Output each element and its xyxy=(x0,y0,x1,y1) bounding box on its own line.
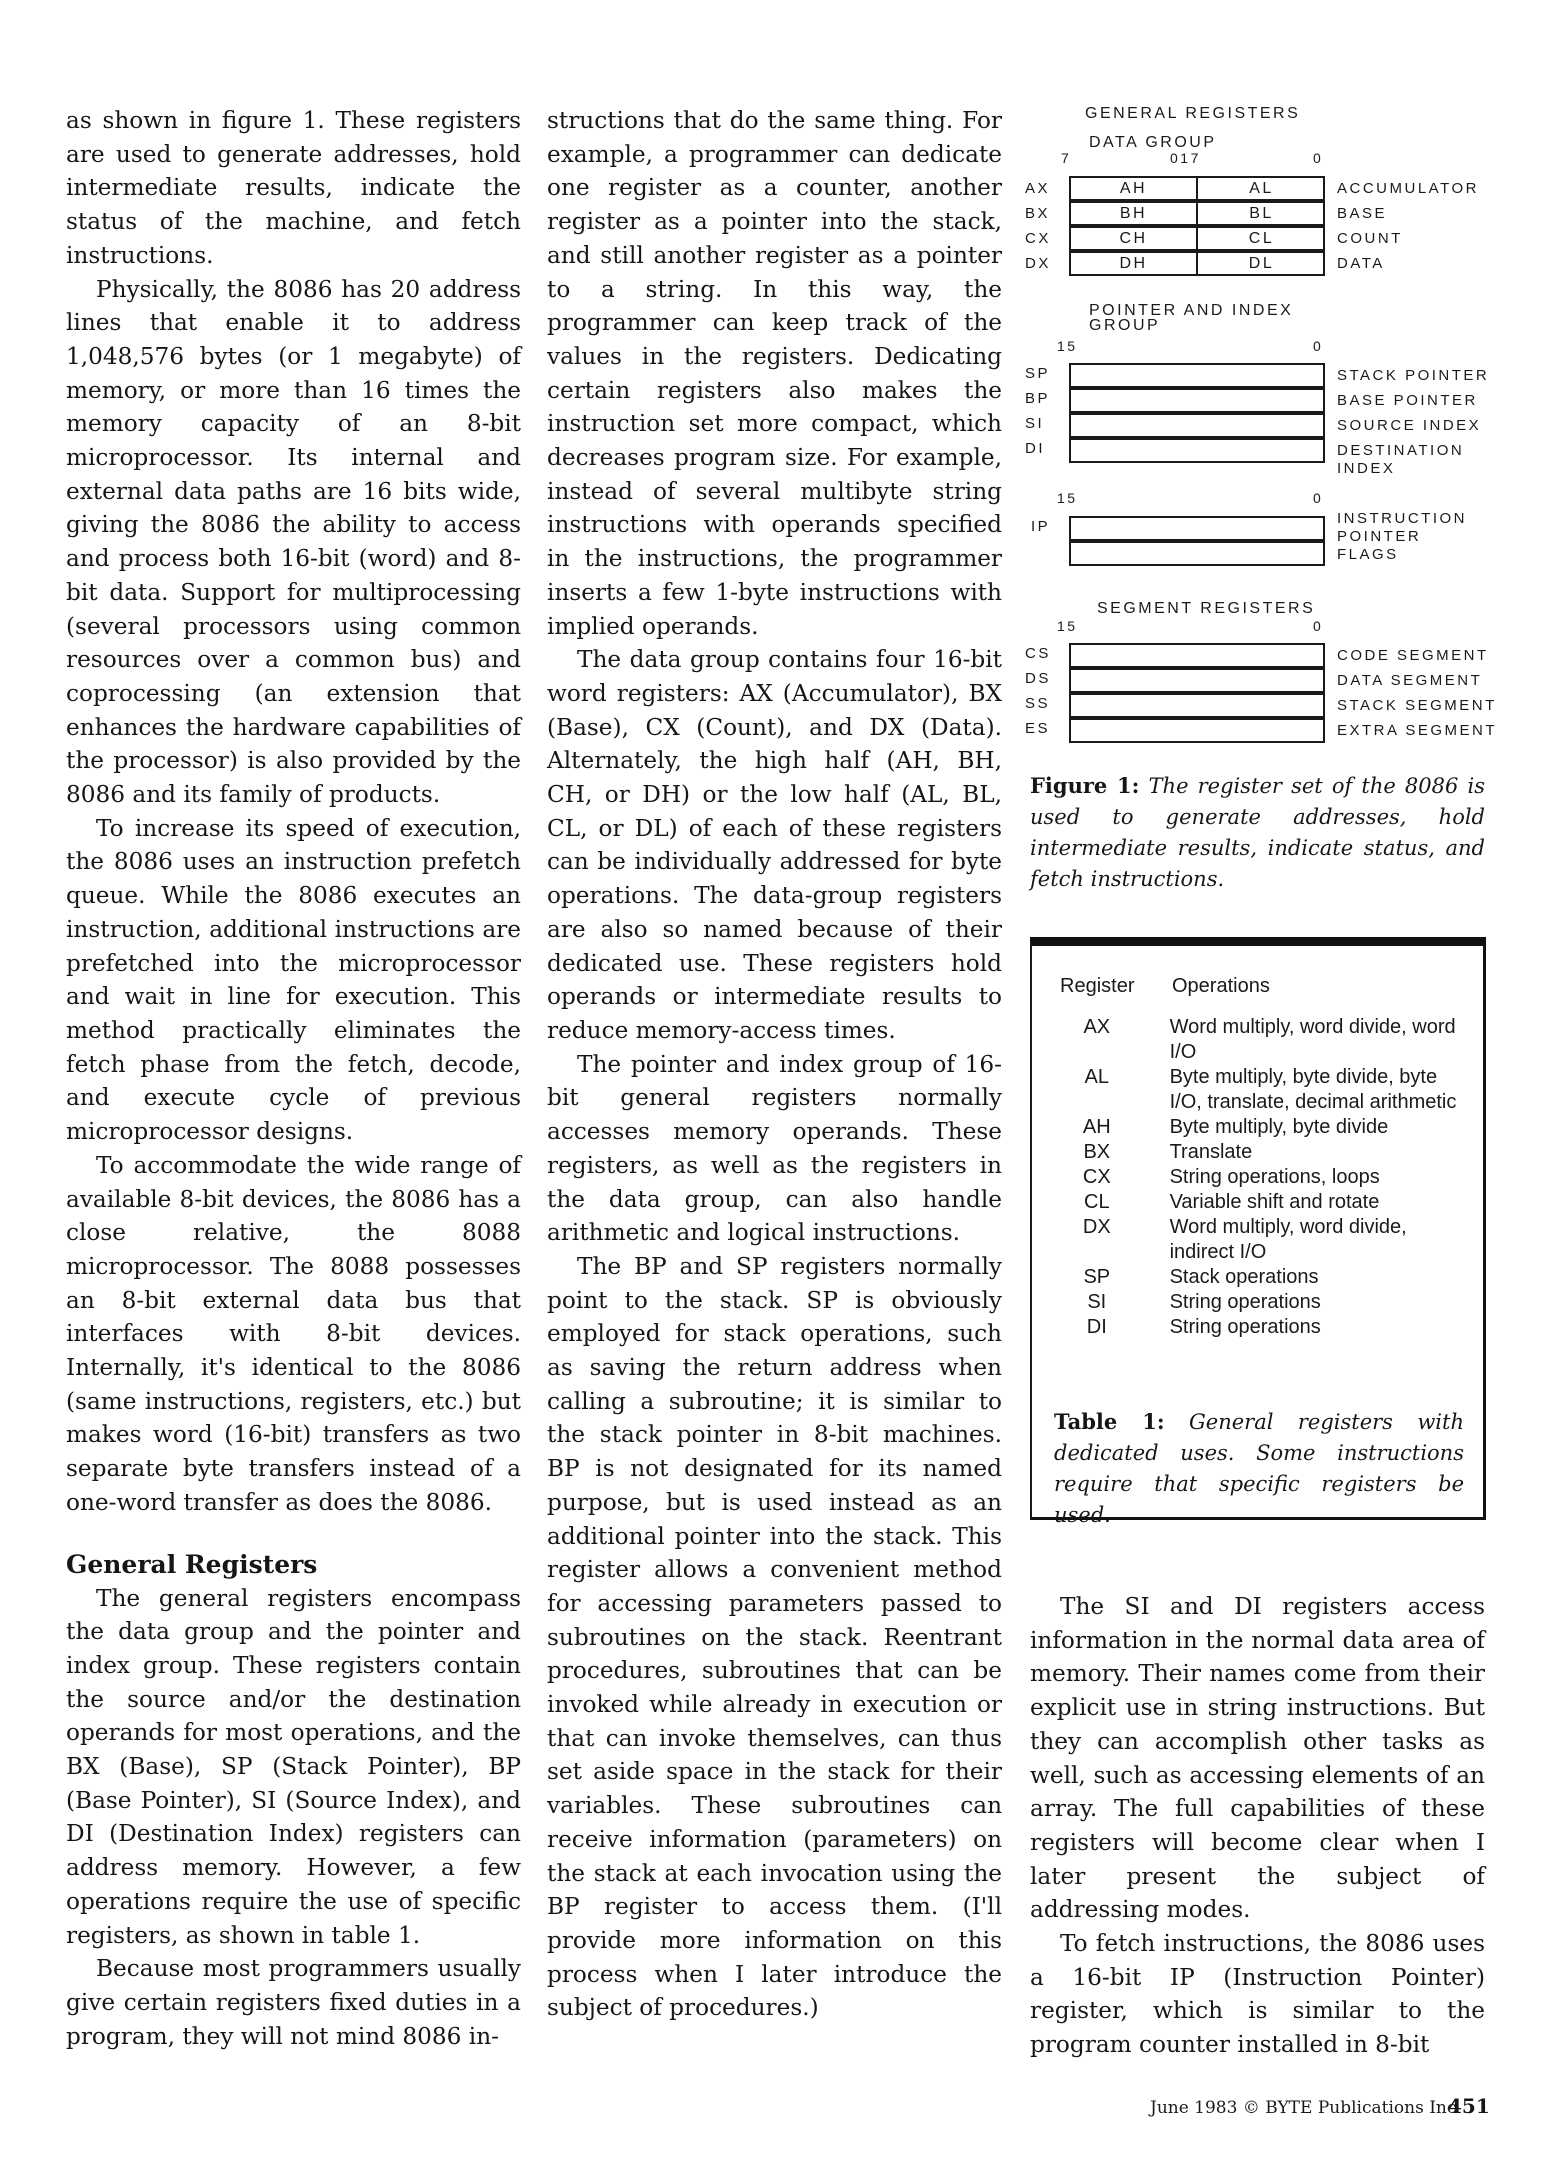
operations-cell: Byte multiply, byte divide xyxy=(1169,1116,1389,1138)
figure-caption-label: Figure 1: xyxy=(1030,773,1140,798)
register-cell: AH xyxy=(1082,1116,1111,1138)
operations-cell: Translate xyxy=(1169,1141,1253,1163)
register-name: SP xyxy=(1025,365,1051,382)
figure-title: GENERAL REGISTERS xyxy=(1085,105,1301,122)
register-description: BASE POINTER xyxy=(1337,392,1478,409)
text-column-2 xyxy=(547,104,1002,2025)
register-cell: DX xyxy=(1082,1216,1111,1238)
operations-cell: Word multiply, word divide, word I/O xyxy=(1169,1016,1456,1063)
table-caption-label: Table 1: xyxy=(1054,1409,1165,1434)
register-cell: SI xyxy=(1087,1291,1107,1313)
operations-cell: Stack operations xyxy=(1169,1266,1319,1288)
paragraph: The pointer and index group of 16-bit general registers normally accesses memory operands. These registers, as well as the registers in the data group, can also handle arithmetic and logical instructions. xyxy=(547,1050,1002,1247)
bit-label: 0 xyxy=(1313,338,1324,354)
operations-cell: String operations xyxy=(1169,1316,1321,1338)
paragraph: The data group contains four 16-bit word registers: AX (Accumulator), BX (Base), CX (Count), and DX (Data). Alternately, the high half (AH, BH, CH, or DH) or the low half (AL, BL, CL, or DL) of each of these registers can be individually addressed for byte operations. The data-group registers are also so named because of their dedicated use. These registers hold operands or intermediate results to reduce memory-access times. xyxy=(547,646,1002,1044)
register-name: BX xyxy=(1025,205,1051,222)
register-description: BASE xyxy=(1337,205,1388,222)
register-description: SOURCE INDEX xyxy=(1337,417,1482,434)
high-byte: AH xyxy=(1119,180,1148,197)
table-row xyxy=(1060,1315,1460,1340)
table-row xyxy=(1060,1140,1460,1165)
bit-label: 15 xyxy=(1057,490,1078,506)
register-description: INSTRUCTION POINTER xyxy=(1337,510,1467,545)
register-box xyxy=(1069,643,1325,668)
register-cell: SP xyxy=(1083,1266,1111,1288)
register-box xyxy=(1069,693,1325,718)
register-box xyxy=(1069,226,1325,251)
paragraph: Physically, the 8086 has 20 address lines that enable it to address 1,048,576 bytes (or 1 megabyte) of memory, or more than 16 times the memory capacity of an 8-bit microprocessor. Its internal and external data paths are 16 bits wide, giving the 8086 the ability to access and process both 16-bit (word) and 8-bit data. Support for multiprocessing (several processors using common resources over a common bus) and coprocessing (an extension that enhances the hardware capabilities of the processor) is also provided by the 8086 and its family of products. xyxy=(66,275,521,809)
table-row xyxy=(1060,1115,1460,1140)
low-byte: AL xyxy=(1249,180,1274,197)
page-number: 451 xyxy=(1448,2094,1490,2118)
column-header-operations: Operations xyxy=(1172,975,1270,997)
table-caption xyxy=(1054,1406,1464,1531)
high-byte: DH xyxy=(1119,255,1148,272)
table-row xyxy=(1060,1265,1460,1290)
register-name: DI xyxy=(1025,440,1045,457)
register-box xyxy=(1069,363,1325,388)
paragraph: as shown in figure 1. These registers are used to generate addresses, hold intermediate results, indicate the status of the machine, and fetch instructions. xyxy=(66,107,521,269)
low-byte: DL xyxy=(1248,255,1275,272)
register-name: IP xyxy=(1031,518,1051,535)
register-description: ACCUMULATOR xyxy=(1337,180,1479,197)
high-byte: BH xyxy=(1119,205,1148,222)
table-caption-text: General registers with dedicated uses. Some instructions require that specific registers be used. xyxy=(1054,1410,1464,1527)
table-row xyxy=(1060,1215,1460,1265)
register-description: CODE SEGMENT xyxy=(1337,647,1489,664)
paragraph: structions that do the same thing. For example, a programmer can dedicate one register as a counter, another register as a pointer into the stack, and still another register as a pointer to a string. In this way, the programmer can keep track of the values in the registers. Dedicating certain registers also makes the instruction set more compact, which decreases program size. For example, instead of several multibyte string instructions with operands specified in the instructions, the programmer inserts a few 1-byte instructions with implied operands. xyxy=(547,107,1002,640)
paragraph: To accommodate the wide range of available 8-bit devices, the 8086 has a close relative, the 8088 microprocessor. The 8088 possesses an 8-bit external data bus that interfaces with 8-bit devices. Internally, it's identical to the 8086 (same instructions, registers, etc.) but makes word (16-bit) transfers as two separate byte transfers instead of a one-word transfer as does the 8086. xyxy=(66,1151,521,1516)
register-operations-table xyxy=(1030,937,1486,1527)
register-box xyxy=(1069,201,1325,226)
high-byte: CH xyxy=(1119,230,1148,247)
paragraph: The SI and DI registers access information in the normal data area of memory. Their names come from their explicit use in string instructions. But they can accomplish other tasks as well, such as accessing elements of an array. The full capabilities of these registers will become clear when I later present the subject of addressing modes. xyxy=(1030,1593,1485,1924)
bit-label: 15 xyxy=(1057,618,1078,634)
operations-cell: Byte multiply, byte divide, byte I/O, translate, decimal arithmetic xyxy=(1169,1066,1457,1113)
bit-label: 0 xyxy=(1313,618,1324,634)
text-column-1 xyxy=(66,104,521,2053)
register-cell: BX xyxy=(1083,1141,1111,1163)
register-box xyxy=(1069,516,1325,541)
register-name: DX xyxy=(1025,255,1051,272)
register-name: DS xyxy=(1025,670,1051,687)
data-group-heading: DATA GROUP xyxy=(1089,134,1217,151)
register-cell: AX xyxy=(1083,1016,1111,1038)
register-name: SI xyxy=(1025,415,1045,432)
register-box xyxy=(1069,251,1325,276)
register-box xyxy=(1069,718,1325,743)
register-description: STACK SEGMENT xyxy=(1337,697,1497,714)
register-name: CX xyxy=(1025,230,1051,247)
table-row xyxy=(1060,1065,1460,1115)
operations-cell: String operations, loops xyxy=(1169,1166,1380,1188)
paragraph: To increase its speed of execution, the 8086 uses an instruction prefetch queue. While the 8086 executes an instruction, additional instructions are prefetched into the microprocessor and wait in line for execution. This method practically eliminates the fetch phase from the fetch, decode, and execute cycle of previous microprocessor designs. xyxy=(66,814,521,1146)
register-cell: CL xyxy=(1084,1191,1110,1213)
register-description: DESTINATION INDEX xyxy=(1337,442,1465,477)
register-name: SS xyxy=(1025,695,1051,712)
pointer-group-heading: POINTER AND INDEX GROUP xyxy=(1089,302,1294,334)
operations-cell: Word multiply, word divide, indirect I/O xyxy=(1169,1216,1407,1263)
figure-caption-text: The register set of the 8086 is used to generate addresses, hold intermediate results, indicate status, and fetch instructions. xyxy=(1030,774,1485,891)
register-description: STACK POINTER xyxy=(1337,367,1490,384)
section-heading: General Registers xyxy=(66,1549,318,1579)
register-name: BP xyxy=(1025,390,1051,407)
bit-label: 7 xyxy=(1061,150,1072,166)
paragraph: The BP and SP registers normally point to the stack. SP is obviously employed for stack operations, such as saving the return address when calling a subroutine; it is similar to the stack pointer in 8-bit machines. BP is not designated for its named purpose, but is used instead as an additional pointer into the stack. This register allows a convenient method for accessing parameters passed to subroutines on the stack. Reentrant procedures, subroutines that can be invoked while already in execution or that can invoke themselves, can thus set aside space in the stack for their variables. These subroutines can receive information (parameters) on the stack at each invocation using the BP register to access them. (I'll provide more information on this process when I later introduce the subject of procedures.) xyxy=(547,1252,1002,2022)
bit-label: 0 xyxy=(1313,490,1324,506)
register-box xyxy=(1069,438,1325,463)
register-cell: DI xyxy=(1086,1316,1107,1338)
table-header xyxy=(1060,974,1460,999)
bit-label: 15 xyxy=(1057,338,1078,354)
column-header-register: Register xyxy=(1060,975,1135,997)
text-column-3 xyxy=(1030,1590,1485,2062)
register-diagram xyxy=(1025,100,1505,750)
register-name: ES xyxy=(1025,720,1051,737)
segment-group-heading: SEGMENT REGISTERS xyxy=(1097,600,1316,617)
table-row xyxy=(1060,1290,1460,1315)
register-box xyxy=(1069,541,1325,566)
table-row xyxy=(1060,1165,1460,1190)
register-description: FLAGS xyxy=(1337,546,1399,563)
bit-label: 017 xyxy=(1170,150,1201,166)
register-box xyxy=(1069,388,1325,413)
register-name: CS xyxy=(1025,645,1051,662)
register-box xyxy=(1069,413,1325,438)
operations-cell: Variable shift and rotate xyxy=(1169,1191,1380,1213)
paragraph: The general registers encompass the data group and the pointer and index group. These registers contain the source and/or the destination operands for most operations, and the BX (Base), SP (Stack Pointer), BP (Base Pointer), SI (Source Index), and DI (Destination Index) registers can address memory. However, a few operations require the use of specific registers, as shown in table 1. xyxy=(66,1584,521,1949)
register-box xyxy=(1069,176,1325,201)
register-cell: AL xyxy=(1084,1066,1110,1088)
table-row xyxy=(1060,1015,1460,1065)
table-row xyxy=(1060,1190,1460,1215)
paragraph: Because most programmers usually give certain registers fixed duties in a program, they will not mind 8086 in- xyxy=(66,1955,521,2050)
figure-caption xyxy=(1030,770,1485,895)
register-description: DATA SEGMENT xyxy=(1337,672,1483,689)
bit-label: 0 xyxy=(1313,150,1324,166)
register-box xyxy=(1069,668,1325,693)
register-description: DATA xyxy=(1337,255,1385,272)
register-cell: CX xyxy=(1082,1166,1111,1188)
low-byte: CL xyxy=(1248,230,1275,247)
page-footer: June 1983 © BYTE Publications Inc xyxy=(1150,2098,1457,2118)
low-byte: BL xyxy=(1249,205,1274,222)
paragraph: To fetch instructions, the 8086 uses a 16-bit IP (Instruction Pointer) register, which is similar to the program counter installed in 8-bit xyxy=(1030,1930,1485,2059)
register-name: AX xyxy=(1025,180,1051,197)
register-description: EXTRA SEGMENT xyxy=(1337,722,1498,739)
register-description: COUNT xyxy=(1337,230,1403,247)
operations-cell: String operations xyxy=(1169,1291,1321,1313)
